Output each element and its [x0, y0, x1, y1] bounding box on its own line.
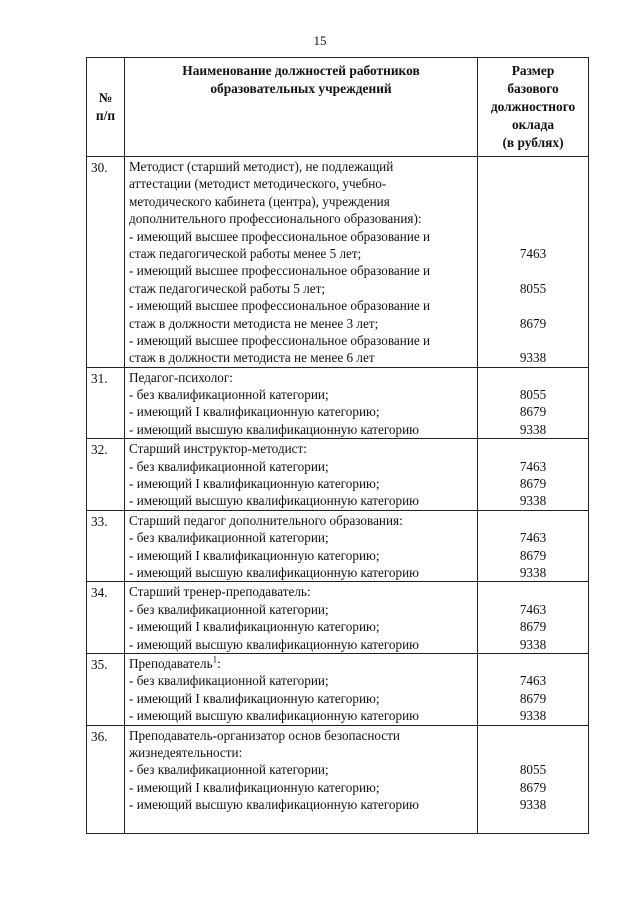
salary-values [478, 439, 589, 511]
page-number: 15 [313, 33, 327, 48]
description-line: - имеющий I квалификационную категорию; [129, 476, 380, 492]
salary-value [480, 655, 586, 672]
salary-value: 8679 [519, 315, 547, 331]
description-suffix: : [217, 655, 221, 671]
description-line: стаж в должности методиста не менее 6 лет [129, 350, 375, 366]
header-salary-line: (в рублях) [502, 135, 564, 150]
table-row [87, 510, 589, 582]
salary-value [480, 512, 586, 529]
position-description [125, 510, 478, 582]
description-line: - имеющий высшую квалификационную категорию [129, 708, 420, 724]
salary-value: 8679 [519, 404, 547, 420]
salary-value: 8679 [519, 476, 547, 492]
header-salary-line: Размер [511, 63, 555, 78]
position-description [125, 367, 478, 439]
salary-table [86, 57, 589, 834]
description-line: жизнедеятельности: [129, 744, 243, 760]
salary-value [480, 175, 586, 192]
description-line: - имеющий высшую квалификационную категорию [129, 421, 420, 437]
salary-value: 8679 [519, 619, 547, 635]
position-description [125, 582, 478, 654]
description-line: - имеющий высшую квалификационную категорию [129, 493, 420, 509]
description-line: Преподаватель-организатор основ безопасности [129, 727, 400, 743]
salary-value [480, 369, 586, 386]
header-title-line: образовательных учреждений [210, 81, 392, 96]
salary-value [480, 193, 586, 210]
table-row [87, 439, 589, 511]
position-description [125, 653, 478, 725]
table-row [87, 157, 589, 368]
description-line: - без квалификационной категории; [129, 530, 329, 546]
salary-value: 9338 [519, 493, 547, 509]
salary-value: 9338 [519, 797, 547, 813]
table-row [87, 725, 589, 834]
description-line: - имеющий высшую квалификационную категорию [129, 636, 420, 652]
position-description [125, 157, 478, 368]
position-description [125, 725, 478, 834]
description-line: - имеющий высшую квалификационную категорию [129, 797, 420, 813]
description-line: - без квалификационной категории; [129, 762, 329, 778]
salary-value: 8679 [519, 779, 547, 795]
description-line: Старший педагог дополнительного образования: [129, 512, 403, 528]
description-line: - имеющий I квалификационную категорию; [129, 619, 380, 635]
header-title [125, 58, 478, 157]
row-number: 30. [87, 157, 125, 368]
salary-value: 8679 [519, 547, 547, 563]
description-line: методического кабинета (центра), учреждения [129, 193, 390, 209]
salary-value [480, 332, 586, 349]
description-line: - имеющий высшее профессиональное образование и [129, 263, 431, 279]
salary-value: 9338 [519, 564, 547, 580]
salary-values [478, 510, 589, 582]
salary-values [478, 653, 589, 725]
header-number [87, 58, 125, 157]
description-line: аттестации (методист методического, учебно- [129, 176, 387, 192]
table-header-row [87, 58, 589, 157]
position-description [125, 439, 478, 511]
row-number: 36. [87, 725, 125, 834]
salary-value [480, 210, 586, 227]
salary-value [480, 297, 586, 314]
salary-value [480, 583, 586, 600]
salary-value: 7463 [519, 601, 547, 617]
salary-value: 8679 [519, 690, 547, 706]
header-title-line: Наименование должностей работников [182, 63, 420, 78]
header-salary-line: оклада [511, 117, 555, 132]
salary-value [480, 158, 586, 175]
description-line: - без квалификационной категории; [129, 458, 329, 474]
header-salary-line: базового [507, 81, 559, 96]
description-line: стаж педагогической работы 5 лет; [129, 280, 326, 296]
description-line: - имеющий I квалификационную категорию; [129, 690, 380, 706]
description-line: Методист (старший методист), не подлежащий [129, 159, 394, 174]
salary-value: 8055 [519, 387, 547, 403]
salary-value: 9338 [519, 350, 547, 366]
salary-value: 8055 [519, 762, 547, 778]
header-number-line: № [98, 90, 113, 105]
salary-value [480, 440, 586, 457]
salary-value [480, 228, 586, 245]
row-number: 35. [87, 653, 125, 725]
description-line: - имеющий I квалификационную категорию; [129, 404, 380, 420]
header-number-line: п/п [95, 108, 116, 123]
description-line: - имеющий высшее профессиональное образование и [129, 228, 431, 244]
salary-value: 9338 [519, 421, 547, 437]
salary-value: 7463 [519, 245, 547, 261]
salary-value [480, 262, 586, 279]
description-line: Старший инструктор-методист: [129, 441, 307, 457]
table-row [87, 582, 589, 654]
salary-value [480, 727, 586, 744]
salary-value: 7463 [519, 458, 547, 474]
row-number: 31. [87, 367, 125, 439]
description-line: Педагог-психолог: [129, 369, 233, 385]
description-line: Старший тренер-преподаватель: [129, 584, 311, 600]
salary-values [478, 725, 589, 834]
salary-values [478, 582, 589, 654]
description-line: - имеющий высшее профессиональное образование и [129, 332, 431, 348]
description-text: Преподаватель [129, 655, 213, 671]
salary-value: 9338 [519, 708, 547, 724]
row-number: 32. [87, 439, 125, 511]
description-line: - без квалификационной категории; [129, 673, 329, 689]
salary-values [478, 367, 589, 439]
salary-value [480, 744, 586, 761]
row-number: 34. [87, 582, 125, 654]
row-number: 33. [87, 510, 125, 582]
description-line: - без квалификационной категории; [129, 601, 329, 617]
header-salary-line: должностного [490, 99, 576, 114]
table-row [87, 653, 589, 725]
description-line: - имеющий высшее профессиональное образование и [129, 298, 431, 314]
description-line: - имеющий I квалификационную категорию; [129, 547, 380, 563]
description-line: стаж педагогической работы менее 5 лет; [129, 245, 362, 261]
footnote-marker: 1 [212, 654, 218, 665]
salary-value: 8055 [519, 280, 547, 296]
table-row [87, 367, 589, 439]
description-line [129, 655, 473, 672]
description-line: - без квалификационной категории; [129, 387, 329, 403]
salary-value: 9338 [519, 636, 547, 652]
description-line: - имеющий высшую квалификационную категорию [129, 564, 420, 580]
salary-value: 7463 [519, 530, 547, 546]
salary-value: 7463 [519, 673, 547, 689]
description-line: стаж в должности методиста не менее 3 лет; [129, 315, 379, 331]
header-salary [478, 58, 589, 157]
description-line: дополнительного профессионального образования): [129, 211, 422, 227]
salary-values [478, 157, 589, 368]
description-line: - имеющий I квалификационную категорию; [129, 779, 380, 795]
